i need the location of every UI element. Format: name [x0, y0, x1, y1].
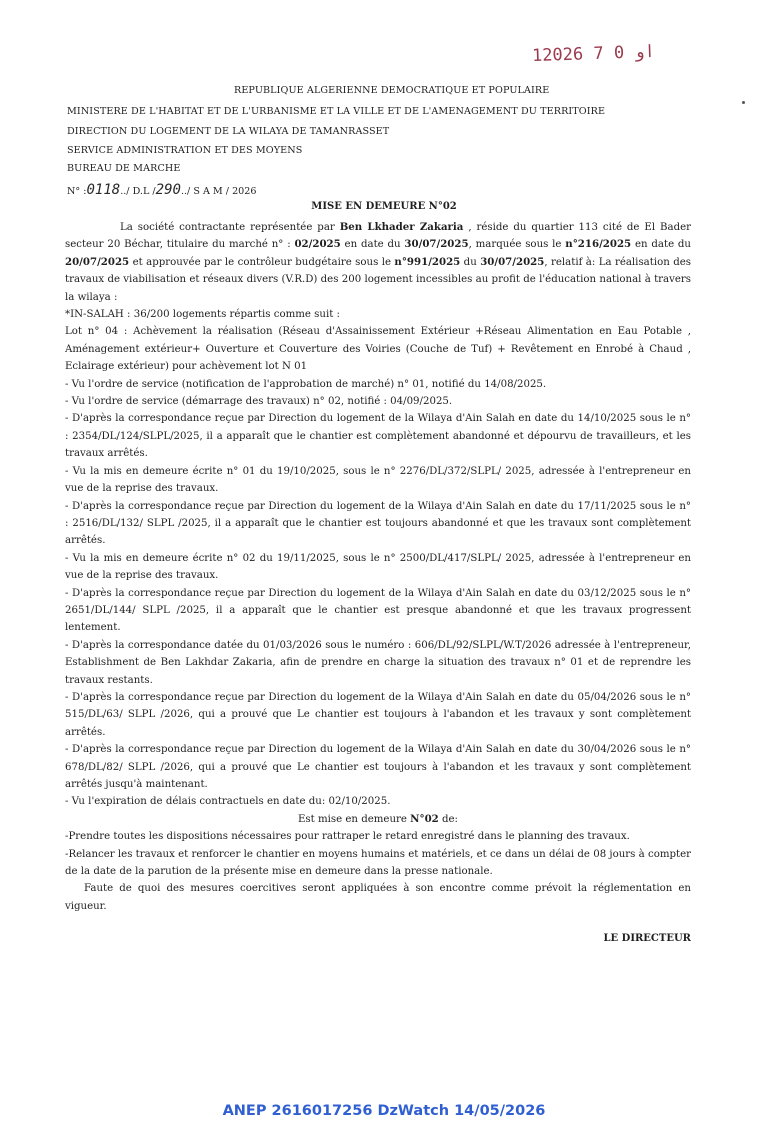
market-number: 02/2025 [294, 238, 341, 251]
republic-header: REPUBLIQUE ALGERIENNE DEMOCRATIQUE ET POPULAIRE [234, 85, 550, 96]
in-salah-line: *IN-SALAH : 36/200 logements répartis comme suit : [65, 309, 340, 321]
contractor-name: Ben Lkhader Zakaria [339, 221, 464, 233]
list-item: - Vu l'ordre de service (démarrage des travaux) n° 02, notifié : 04/09/2025. [65, 396, 453, 408]
mark-number: n°216/2025 [565, 238, 632, 251]
signature-title: LE DIRECTEUR [603, 933, 691, 944]
service-header: SERVICE ADMINISTRATION ET DES MOYENS [67, 145, 303, 156]
list-item: - Vu l'expiration de délais contractuels en date du: 02/10/2025. [65, 796, 391, 808]
list-item: - D'après la correspondance reçue par Direction du logement de la Wilaya d'Ain Salah en date du 05/04/2026 sous le n° 515/DL/63/ SLPL /2026, qui a prouvé que Le chantier est toujours à l'abandon et les travaux y sont complètement arrêtés. [65, 691, 691, 738]
bureau-header: BUREAU DE MARCHE [67, 163, 181, 174]
reference-handwritten-number: 0118 [86, 182, 121, 198]
reference-number [67, 182, 257, 198]
market-date: 30/07/2025 [404, 238, 469, 251]
reference-mid: ../ D.L / [120, 186, 156, 197]
list-item: - Vu la mis en demeure écrite n° 01 du 19/10/2025, sous le n° 2276/DL/372/SLPL/ 2025, adressée à l'entrepreneur en vue de la reprise des travaux. [65, 465, 691, 495]
demand-item: -Prendre toutes les dispositions nécessaires pour rattraper le retard enregistré dans le planning des travaux. [65, 831, 630, 843]
reference-suffix: ../ S A M / 2026 [180, 186, 257, 197]
list-item: - D'après la correspondance reçue par Direction du logement de la Wilaya d'Ain Salah en date du 30/04/2026 sous le n° 678/DL/82/ SLPL /2026, qui a prouvé que Le chantier est toujours à l'abandon et les travaux y sont complètement arrêtés jusqu'à maintenant. [65, 744, 691, 790]
approval-date: 30/07/2025 [480, 255, 545, 268]
list-item: - D'après la correspondance reçue par Direction du logement de la Wilaya d'Ain Salah en date du 17/11/2025 sous le n° : 2516/DL/132/ SLPL /2025, il a apparaît que le chantier est toujours abandonné et que les travaux sont complètement arrêtés. [65, 500, 691, 547]
closing-paragraph: Faute de quoi des mesures coercitives seront appliquées à son encontre comme prévoit la réglementation en vigueur. [65, 883, 691, 912]
demand-item: -Relancer les travaux et renforcer le chantier en moyens humains et matériels, et ce dans un délai de 08 jours à compter de la date de la parution de la présente mise en demeure dans la presse nationale. [65, 848, 691, 878]
list-item: - Vu l'ordre de service (notification de l'approbation de marché) n° 01, notifié du 14/08/2025. [65, 378, 547, 390]
notice-line: Est mise en demeure N°02 de: [297, 812, 458, 825]
publication-footer: ANEP 2616017256 DzWatch 14/05/2026 [222, 1103, 546, 1119]
approval-number: n°991/2025 [394, 255, 461, 268]
intro-paragraph: La société contractante représentée par Ben Lkhader Zakaria , réside du quartier 113 cité de El Bader secteur 20 Béchar, titulaire du marché n° : 02/2025 en date du 30/07/2025, marquée sous le n°216/2025 en date du 20/07/2025 et approuvée par le contrôleur budgétaire sous le n°991/2025 du 30/07/2025, relatif à: La réalisation des travaux de viabilisation et réseaux divers (V.R.D) des 200 logement incessibles au profit de l'éducation national à travers la wilaya : [65, 221, 691, 303]
list-item: - D'après la correspondance datée du 01/03/2026 sous le numéro : 606/DL/92/SLPL/W.T/2026 adressée à l'entrepreneur, Establishment de Ben Lakhdar Zakaria, afin de prendre en charge la situation des travaux n° 01 et de reprendre les travaux restants. [65, 639, 691, 686]
handwritten-registration-date: 12026 ﺍﻭ 0 7 [531, 41, 656, 67]
margin-dot [742, 101, 745, 104]
direction-header: DIRECTION DU LOGEMENT DE LA WILAYA DE TAMANRASSET [67, 126, 390, 137]
list-item: - D'après la correspondance reçue par Direction du logement de la Wilaya d'Ain Salah en date du 14/10/2025 sous le n° : 2354/DL/124/SLPL/2025, il a apparaît que le chantier est complètement abandonné et dépourvu de travailleurs, et les travaux arrêtés. [65, 413, 691, 460]
reference-handwritten-code: 290 [155, 182, 181, 198]
document-title: MISE EN DEMEURE N°02 [311, 201, 457, 212]
ministry-header: MINISTERE DE L'HABITAT ET DE L'URBANISME ET LA VILLE ET DE L'AMENAGEMENT DU TERRITOIRE [67, 106, 606, 117]
reference-prefix: N° : [67, 186, 87, 197]
mark-date: 20/07/2025 [65, 255, 130, 268]
document-body [65, 219, 691, 915]
list-item: - Vu la mis en demeure écrite n° 02 du 19/11/2025, sous le n° 2500/DL/417/SLPL/ 2025, adressée à l'entrepreneur en vue de la reprise des travaux. [65, 552, 691, 582]
lot-description: Lot n° 04 : Achèvement la réalisation (Réseau d'Assainissement Extérieur +Réseau Alimentation en Eau Potable , Aménagement extérieur+ Ouverture et Couverture des Voiries (Couche de Tuf) + Revêtement en Enrobé à Chaud , Eclairage extérieur) pour achèvement lot N 01 [65, 326, 691, 373]
list-item: - D'après la correspondance reçue par Direction du logement de la Wilaya d'Ain Salah en date du 03/12/2025 sous le n° 2651/DL/144/ SLPL /2025, il a apparaît que le chantier est presque abandonné et que les travaux progressent lentement. [65, 587, 691, 634]
